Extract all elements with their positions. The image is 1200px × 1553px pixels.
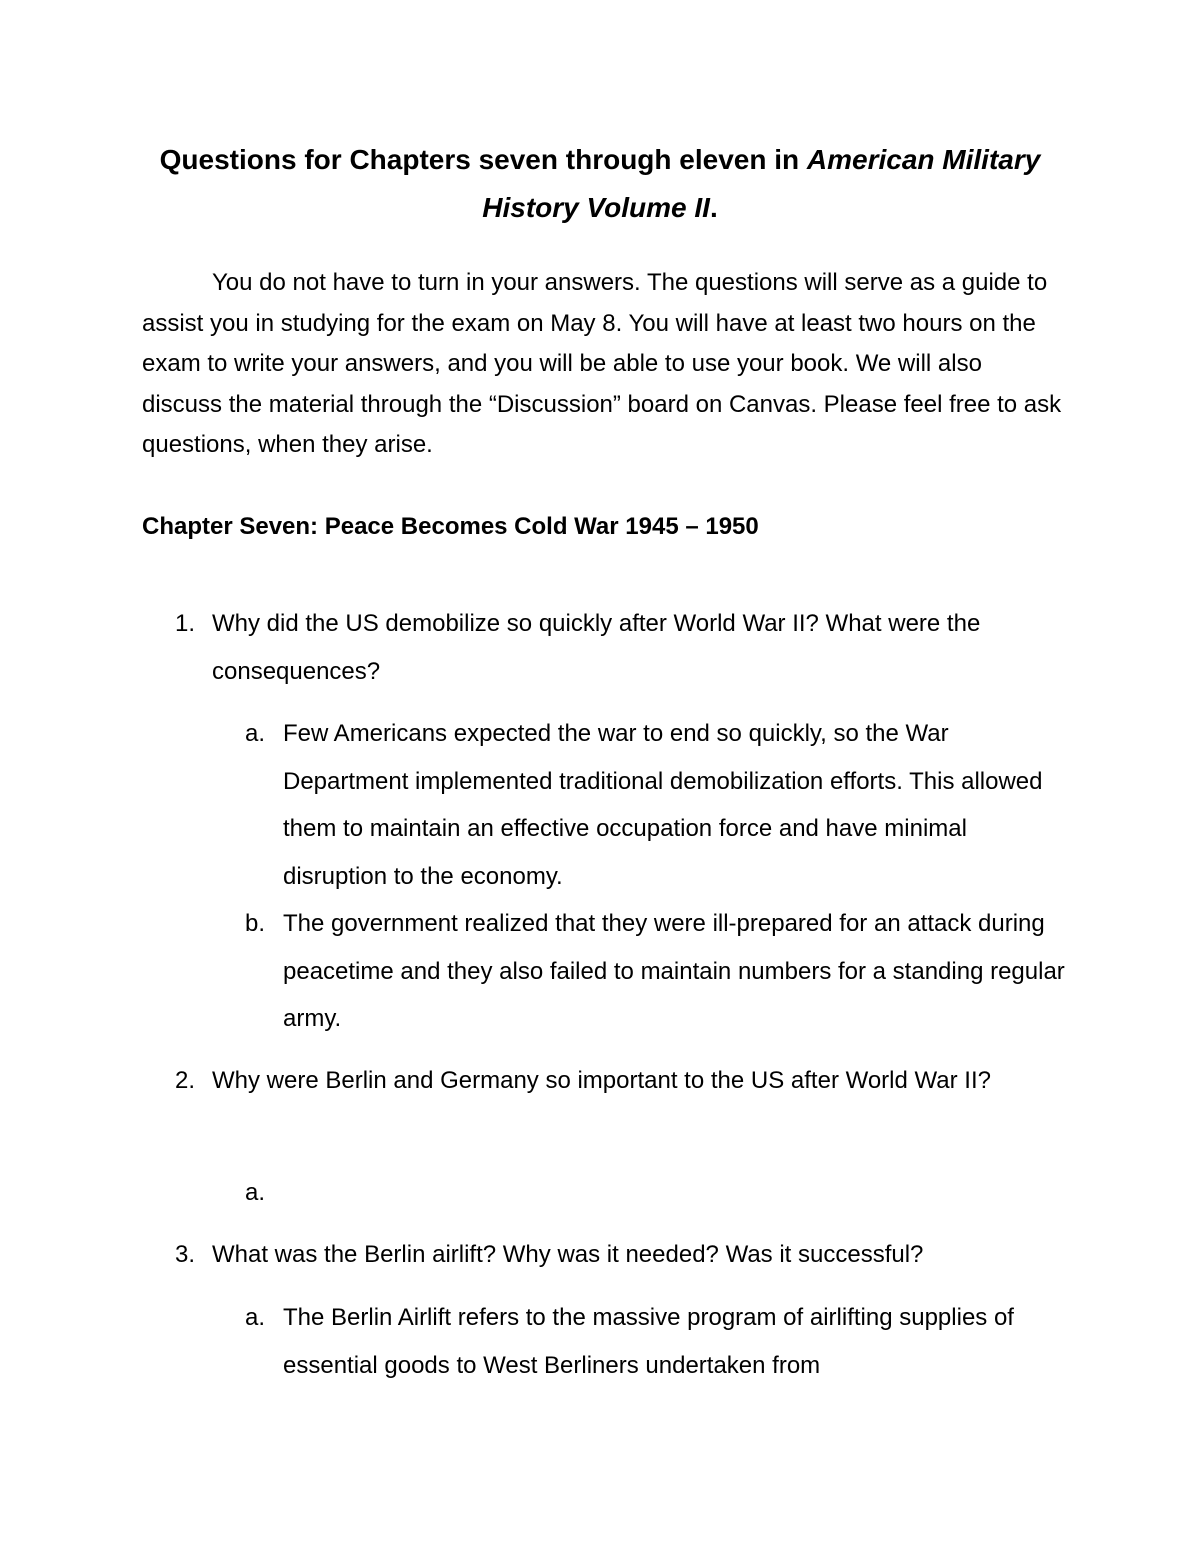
question-text: Why did the US demobilize so quickly after World War II? What were the consequences? [212,610,981,685]
page-title [140,136,1060,232]
title-end-punct: . [709,192,718,223]
answer-letter: b. [245,910,266,937]
answer-text: The Berlin Airlift refers to the massive program of airlifting supplies of essential goods to West Berliners undertaken from [283,1304,1014,1379]
question-number: 1. [175,610,196,637]
intro-paragraph: You do not have to turn in your answers. The questions will serve as a guide to assist you in studying for the exam on May 8. You will have at least two hours on the exam to write your answers, and you will be able to use your book. We will also discuss the material through the “Discussion” board on Canvas. Please feel free to ask questions, when they arise. [142,269,1062,459]
question-number: 3. [175,1241,196,1268]
question-text: What was the Berlin airlift? Why was it needed? Was it successful? [212,1241,924,1268]
answer-text: The government realized that they were ill-prepared for an attack during peacetime and they also failed to maintain numbers for a standing regular army. [283,910,1065,1032]
chapter-heading: Chapter Seven: Peace Becomes Cold War 1945 – 1950 [142,513,759,540]
answer-text: Few Americans expected the war to end so quickly, so the War Department implemented traditional demobilization efforts. This allowed them to maintain an effective occupation force and have minimal disruption to the economy. [283,720,1043,890]
question-text: Why were Berlin and Germany so important to the US after World War II? [212,1067,991,1094]
answer-letter: a. [245,1304,266,1331]
answer-letter: a. [245,1179,266,1206]
question-number: 2. [175,1067,196,1094]
answer-letter: a. [245,720,266,747]
title-main-text: Questions for Chapters seven through eleven in [159,144,807,175]
title-book-name: American Military History Volume II [482,144,1041,223]
